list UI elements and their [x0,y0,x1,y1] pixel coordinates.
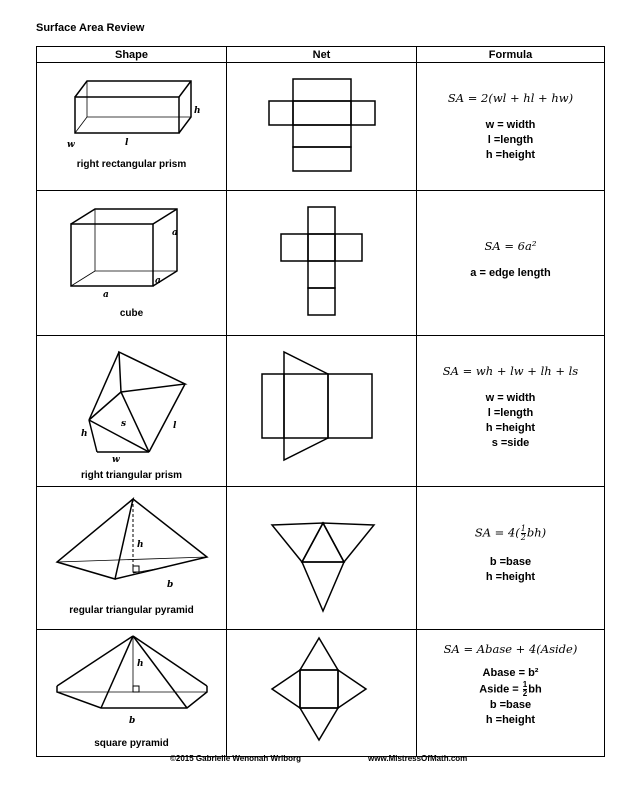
side-def-suffix: bh [528,683,542,696]
rectangular-prism-drawing [37,63,227,190]
triangular-pyramid-net [227,487,417,629]
side-def-prefix: Aside = [479,683,519,696]
definition: h =height [485,422,536,434]
label-w: w [112,455,120,465]
definition: h =height [485,149,536,161]
formula-prefix: SA = 4 [474,525,516,540]
definition: b =base [489,556,532,568]
net-cell [227,336,417,487]
fraction [523,681,527,698]
definition: a = edge length [470,267,551,279]
table-row [37,336,605,487]
label-b: b [167,580,174,590]
label-h: h [137,659,144,669]
table-row [37,63,605,191]
formula: SA = 6a² [484,239,537,253]
definition: Abase = b² [482,667,539,679]
shape-name: square pyramid [94,738,169,749]
definition: b =base [489,699,532,711]
label-a: a [103,290,109,300]
shape-name: regular triangular pyramid [69,605,194,616]
footer-copyright: ©2015 Gabrielle Wenonah Wriborg [170,754,301,763]
formula-cell [417,63,605,191]
label-a: a [172,228,178,238]
header-row [37,47,605,63]
shape-name: right rectangular prism [76,159,187,170]
fraction-numerator: 1 [520,524,526,533]
cube-net [227,191,417,335]
definition: l =length [487,407,534,419]
footer-website: www.MistressOfMath.com [368,754,468,763]
label-l: l [125,138,129,148]
label-h: h [194,106,201,116]
header-formula: Formula [417,47,605,63]
definition: w = width [485,392,536,404]
formula: SA = wh + lw + lh + ls [442,364,579,378]
definition: l =length [487,134,534,146]
label-w: w [67,140,75,150]
formula: SA = 2(wl + hl + hw) [447,91,574,105]
rectangular-prism-net [227,63,417,190]
label-h: h [137,540,144,550]
page-title: Surface Area Review [36,22,145,34]
net-cell [227,487,417,630]
net-cell [227,63,417,191]
formula: SA = 4( $\frac{1}{2}$ bh) [474,524,547,542]
label-l: l [173,421,177,431]
triangular-prism-net [227,336,417,486]
definition: h =height [485,714,536,726]
triangular-prism-drawing [37,336,227,486]
square-pyramid-net [227,630,417,756]
definition: s =side [491,437,530,449]
label-b: b [129,716,136,726]
formula-cell [417,487,605,630]
label-s: s [121,419,127,429]
net-cell [227,630,417,757]
fraction-denominator: 2 [522,689,528,698]
shape-name: right triangular prism [80,470,183,481]
table-row [37,487,605,630]
fraction [521,525,526,542]
formula: SA = Abase + 4(Aside) [443,642,578,656]
net-cell [227,191,417,336]
formula-cell [417,191,605,336]
formula-cell [417,336,605,487]
fraction-denominator: 2 [520,533,526,542]
label-a: a [155,276,161,286]
shape-name: cube [119,308,144,319]
table-row [37,630,605,757]
shape-cell [37,487,227,630]
table-row [37,191,605,336]
fraction-numerator: 1 [522,680,528,689]
shape-cell [37,336,227,487]
definition: h =height [485,571,536,583]
shape-cell [37,63,227,191]
shape-cell [37,630,227,757]
definition [417,681,604,698]
formula-cell [417,630,605,757]
definition: w = width [485,119,536,131]
label-h: h [81,429,88,439]
shape-cell [37,191,227,336]
formula-suffix: bh [526,525,542,540]
surface-area-table [36,46,605,757]
header-shape: Shape [37,47,227,63]
header-net: Net [227,47,417,63]
